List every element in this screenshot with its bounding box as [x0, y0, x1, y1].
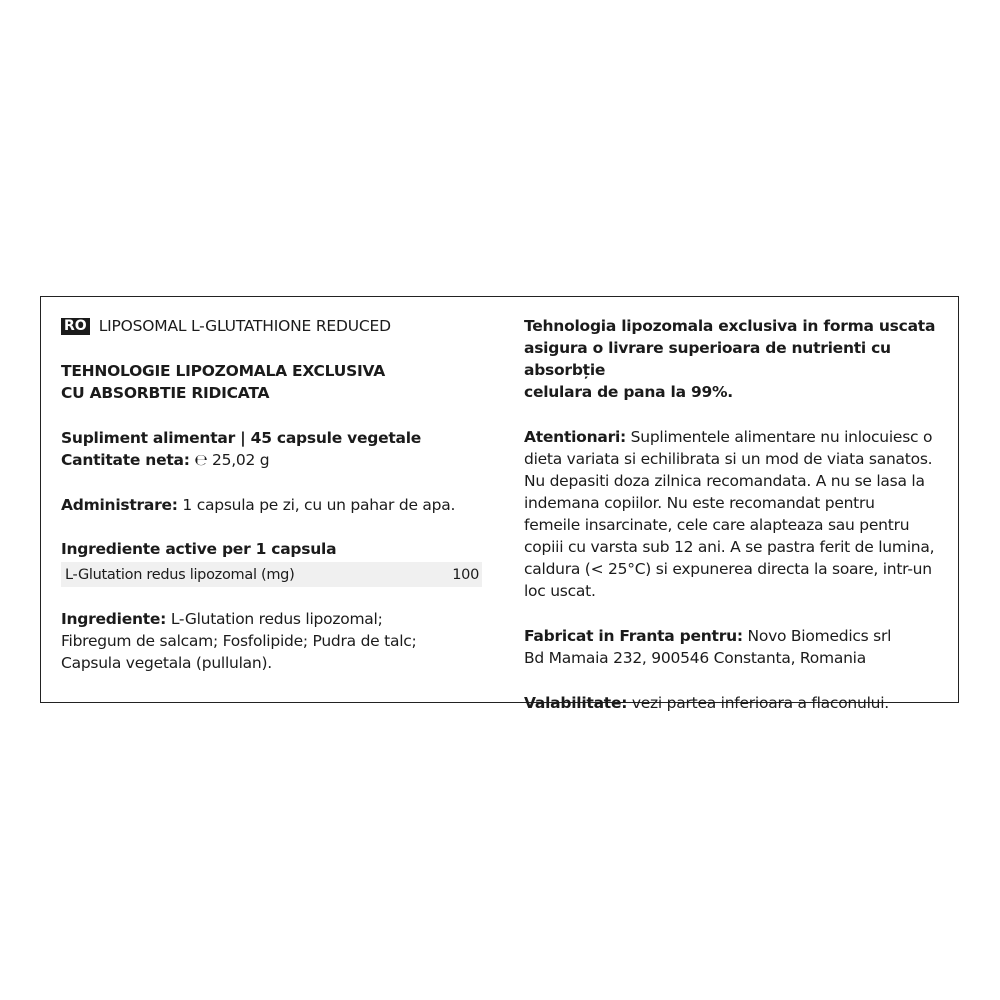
warnings-line-1 — [524, 426, 949, 448]
active-ingredient-row — [61, 562, 482, 587]
manufacturer-line-1 — [524, 625, 949, 647]
ingredients-line-3: Capsula vegetala (pullulan). — [61, 654, 272, 672]
administration-info — [61, 494, 485, 516]
validity-info — [524, 692, 949, 714]
manufacturer-name: Novo Biomedics srl — [742, 627, 892, 645]
ingredients-label: Ingrediente: — [61, 610, 167, 628]
active-ingredients-heading: Ingrediente active per 1 capsula — [61, 540, 337, 558]
supplement-type: Supliment alimentar | 45 capsule vegetale — [61, 429, 422, 447]
label-right-column — [524, 315, 949, 714]
warnings-label: Atentionari: — [524, 428, 626, 446]
label-left-column — [61, 315, 485, 674]
product-title: LIPOSOMAL L-GLUTATHIONE REDUCED — [98, 317, 391, 335]
headline-line-2: CU ABSORBTIE RIDICATA — [61, 384, 270, 402]
net-quantity — [61, 449, 485, 471]
net-quantity-value: ℮ 25,02 g — [189, 451, 270, 469]
technology-line-3: celulara de pana la 99%. — [524, 383, 733, 401]
product-title-row — [61, 315, 485, 337]
product-label-panel — [40, 296, 959, 712]
warnings-line-7: caldura (< 25°C) si expunerea directa la soare, intr-un — [524, 560, 932, 578]
net-quantity-label: Cantitate neta: — [61, 451, 190, 469]
supplement-info — [61, 427, 485, 471]
language-badge: RO — [61, 318, 90, 335]
warnings-line-8: loc uscat. — [524, 582, 596, 600]
validity-text: vezi partea inferioara a flaconului. — [627, 694, 889, 712]
ingredients-line-2: Fibregum de salcam; Fosfolipide; Pudra de talc; — [61, 632, 417, 650]
administration-label: Administrare: — [61, 496, 178, 514]
manufacturer-label: Fabricat in Franta pentru: — [524, 627, 743, 645]
ingredients-line-1 — [61, 608, 485, 630]
manufacturer-address: Bd Mamaia 232, 900546 Constanta, Romania — [524, 649, 866, 667]
warnings-text-1: Suplimentele alimentare nu inlocuiesc o — [625, 428, 933, 446]
technology-description — [524, 315, 949, 403]
active-ingredient-value: 100 — [452, 566, 479, 583]
warnings-line-4: indemana copiilor. Nu este recomandat pentru — [524, 494, 875, 512]
technology-headline — [61, 360, 485, 404]
ingredients-info — [61, 608, 485, 674]
active-ingredients-section — [61, 538, 485, 587]
manufacturer-info — [524, 625, 949, 669]
ingredients-text-1: L-Glutation redus lipozomal; — [166, 610, 383, 628]
warnings-info — [524, 426, 949, 602]
technology-line-2: asigura o livrare superioara de nutrienti cu absorbție — [524, 339, 891, 379]
headline-line-1: TEHNOLOGIE LIPOZOMALA EXCLUSIVA — [61, 362, 385, 380]
technology-line-1: Tehnologia lipozomala exclusiva in forma uscata — [524, 317, 936, 335]
warnings-line-5: femeile insarcinate, cele care alapteaza sau pentru — [524, 516, 910, 534]
validity-label: Valabilitate: — [524, 694, 628, 712]
active-ingredient-name: L-Glutation redus lipozomal (mg) — [65, 566, 295, 583]
warnings-line-3: Nu depasiti doza zilnica recomandata. A nu se lasa la — [524, 472, 925, 490]
warnings-line-2: dieta variata si echilibrata si un mod de viata sanatos. — [524, 450, 933, 468]
administration-text: 1 capsula pe zi, cu un pahar de apa. — [177, 496, 456, 514]
warnings-line-6: copiii cu varsta sub 12 ani. A se pastra ferit de lumina, — [524, 538, 935, 556]
